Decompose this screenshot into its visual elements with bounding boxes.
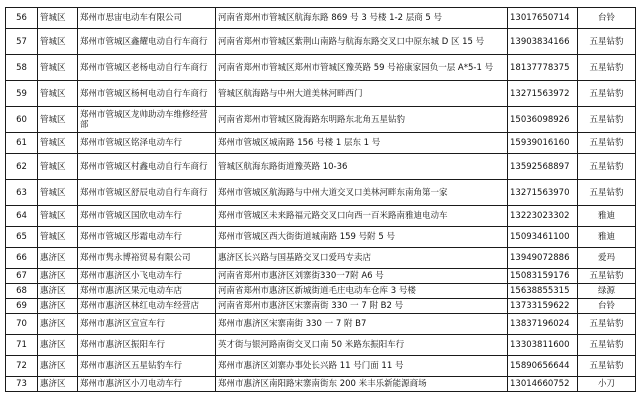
- row-district: 管城区: [38, 8, 78, 29]
- row-brand: 五星钻豹: [578, 154, 636, 180]
- table-row: [6, 154, 636, 180]
- table-row: [6, 29, 636, 55]
- row-company-name: 郑州市惠济区宣宣车行: [78, 314, 216, 335]
- row-brand: 五星钻豹: [578, 356, 636, 377]
- row-company-name: 郑州市管城区鑫耀电动自行车商行: [78, 29, 216, 55]
- row-address: 郑州市惠济区刘寨办事处长兴路 11 号门面 11 号: [216, 356, 508, 377]
- row-district: 管城区: [38, 133, 78, 154]
- row-index: 66: [6, 248, 38, 269]
- row-address: 河南省郑州市惠济区新城街道毛庄电动车仓库 3 号楼: [216, 284, 508, 299]
- row-address: 管城区航海东路街道豫英路 10-36: [216, 154, 508, 180]
- row-district: 惠济区: [38, 284, 78, 299]
- row-brand: 五星钻豹: [578, 133, 636, 154]
- row-index: 63: [6, 180, 38, 206]
- row-company-name: 郑州市管城区彤霜电动车行: [78, 227, 216, 248]
- table-row: [6, 314, 636, 335]
- row-company-name: 郑州市惠济区五星钻豹车行: [78, 356, 216, 377]
- table-row: [6, 206, 636, 227]
- row-brand: 爱玛: [578, 248, 636, 269]
- row-phone: 13303811600: [508, 335, 578, 356]
- row-phone: 15036098926: [508, 107, 578, 133]
- row-address: 郑州市管城区未来路福元路交叉口向西一百米路南雅迪电动车: [216, 206, 508, 227]
- row-address: 管城区航海路与中州大道美林河畔西门: [216, 81, 508, 107]
- row-address: 河南省郑州市管城区陇海路东明路东北角五星钻豹: [216, 107, 508, 133]
- row-index: 69: [6, 299, 38, 314]
- row-district: 惠济区: [38, 335, 78, 356]
- row-phone: 13903834166: [508, 29, 578, 55]
- row-district: 管城区: [38, 154, 78, 180]
- row-brand: 五星钻豹: [578, 107, 636, 133]
- row-address: 河南省郑州市管城区航海东路 869 号 3 号楼 1-2 层商 5 号: [216, 8, 508, 29]
- row-phone: 13271563972: [508, 81, 578, 107]
- row-district: 管城区: [38, 227, 78, 248]
- row-phone: 13733159622: [508, 299, 578, 314]
- row-district: 管城区: [38, 29, 78, 55]
- row-address: 郑州市惠济区南阳路宋寨南街东 200 米丰乐新能源商场: [216, 377, 508, 392]
- row-brand: 五星钻豹: [578, 269, 636, 284]
- row-company-name: 郑州市管城区龙帅助动车维修经营部: [78, 107, 216, 133]
- row-district: 管城区: [38, 180, 78, 206]
- row-index: 60: [6, 107, 38, 133]
- row-address: 河南省郑州市惠济区宋寨南街 330 一 7 附 B2 号: [216, 299, 508, 314]
- row-address: 郑州市管城区西大街街道城南路 159 号附 5 号: [216, 227, 508, 248]
- row-address: 河南省郑州市管城区郑州市管城区豫英路 59 号裕康家园负一层 A*5-1 号: [216, 55, 508, 81]
- dealer-table-body: [6, 8, 636, 392]
- table-row: [6, 299, 636, 314]
- row-phone: 13949072886: [508, 248, 578, 269]
- row-company-name: 郑州市惠济区果元电动车店: [78, 284, 216, 299]
- row-company-name: 郑州市管城区杨柯电动自行车商行: [78, 81, 216, 107]
- row-district: 惠济区: [38, 377, 78, 392]
- table-row: [6, 335, 636, 356]
- row-address: 惠济区长兴路与国基路交叉口爱玛专卖店: [216, 248, 508, 269]
- table-row: [6, 180, 636, 206]
- table-row: [6, 356, 636, 377]
- row-company-name: 郑州市管城区舒辰电动自行车商行: [78, 180, 216, 206]
- row-company-name: 郑州市隽永博裕贸易有限公司: [78, 248, 216, 269]
- row-phone: 18137778375: [508, 55, 578, 81]
- row-phone: 15083159176: [508, 269, 578, 284]
- row-index: 62: [6, 154, 38, 180]
- row-district: 惠济区: [38, 269, 78, 284]
- table-row: [6, 107, 636, 133]
- row-district: 惠济区: [38, 314, 78, 335]
- row-index: 65: [6, 227, 38, 248]
- row-company-name: 郑州市惠济区小飞电动车行: [78, 269, 216, 284]
- row-address: 郑州市惠济区宋寨南街 330 一 7 附 B7: [216, 314, 508, 335]
- row-index: 68: [6, 284, 38, 299]
- row-index: 71: [6, 335, 38, 356]
- row-address: 河南省郑州市惠济区刘寨街330一7附 A6 号: [216, 269, 508, 284]
- table-row: [6, 8, 636, 29]
- row-brand: 台铃: [578, 299, 636, 314]
- row-index: 59: [6, 81, 38, 107]
- row-brand: 五星钻豹: [578, 180, 636, 206]
- table-row: [6, 55, 636, 81]
- row-brand: 五星钻豹: [578, 81, 636, 107]
- row-brand: 五星钻豹: [578, 314, 636, 335]
- row-phone: 13837196024: [508, 314, 578, 335]
- row-brand: 五星钻豹: [578, 29, 636, 55]
- row-address: 郑州市管城区城南路 156 号楼 1 层东 1 号: [216, 133, 508, 154]
- row-phone: 15093461100: [508, 227, 578, 248]
- row-brand: 小刀: [578, 377, 636, 392]
- table-row: [6, 377, 636, 392]
- row-phone: 15939016160: [508, 133, 578, 154]
- row-address: 英才街与银河路南街交叉口南 50 米路东振阳车行: [216, 335, 508, 356]
- row-company-name: 郑州市惠济区小刀电动车行: [78, 377, 216, 392]
- row-district: 管城区: [38, 107, 78, 133]
- row-index: 73: [6, 377, 38, 392]
- row-phone: 13017650714: [508, 8, 578, 29]
- row-brand: 绿源: [578, 284, 636, 299]
- row-district: 管城区: [38, 206, 78, 227]
- row-company-name: 郑州市管城区村鑫电动自行车商行: [78, 154, 216, 180]
- row-address: 河南省郑州市管城区紫荆山南路与航海东路交叉口中原东城 D 区 15 号: [216, 29, 508, 55]
- row-brand: 五星钻豹: [578, 335, 636, 356]
- row-district: 管城区: [38, 81, 78, 107]
- row-company-name: 郑州市管城区铭泽电动车行: [78, 133, 216, 154]
- row-phone: 13271563970: [508, 180, 578, 206]
- row-company-name: 郑州市思宙电动车有限公司: [78, 8, 216, 29]
- row-company-name: 郑州市惠济区林红电动车经营店: [78, 299, 216, 314]
- table-row: [6, 248, 636, 269]
- row-company-name: 郑州市惠济区振阳车行: [78, 335, 216, 356]
- dealer-table: [5, 7, 636, 392]
- row-brand: 雅迪: [578, 206, 636, 227]
- row-district: 惠济区: [38, 299, 78, 314]
- row-index: 61: [6, 133, 38, 154]
- table-row: [6, 133, 636, 154]
- row-phone: 15890656644: [508, 356, 578, 377]
- row-phone: 13592568897: [508, 154, 578, 180]
- table-row: [6, 269, 636, 284]
- row-index: 58: [6, 55, 38, 81]
- row-brand: 台铃: [578, 8, 636, 29]
- row-phone: 13014660752: [508, 377, 578, 392]
- row-index: 67: [6, 269, 38, 284]
- row-company-name: 郑州市管城区老杨电动自行车商行: [78, 55, 216, 81]
- row-brand: 五星钻豹: [578, 55, 636, 81]
- row-index: 57: [6, 29, 38, 55]
- row-address: 郑州市管城区航海路与中州大道交叉口美林河畔东南角第一家: [216, 180, 508, 206]
- table-row: [6, 227, 636, 248]
- table-row: [6, 81, 636, 107]
- row-district: 惠济区: [38, 356, 78, 377]
- table-row: [6, 284, 636, 299]
- row-index: 72: [6, 356, 38, 377]
- row-brand: 雅迪: [578, 227, 636, 248]
- row-index: 56: [6, 8, 38, 29]
- row-index: 70: [6, 314, 38, 335]
- row-company-name: 郑州市管城区国欣电动车行: [78, 206, 216, 227]
- row-phone: 15638855315: [508, 284, 578, 299]
- row-index: 64: [6, 206, 38, 227]
- row-district: 管城区: [38, 55, 78, 81]
- row-phone: 13223023302: [508, 206, 578, 227]
- row-district: 惠济区: [38, 248, 78, 269]
